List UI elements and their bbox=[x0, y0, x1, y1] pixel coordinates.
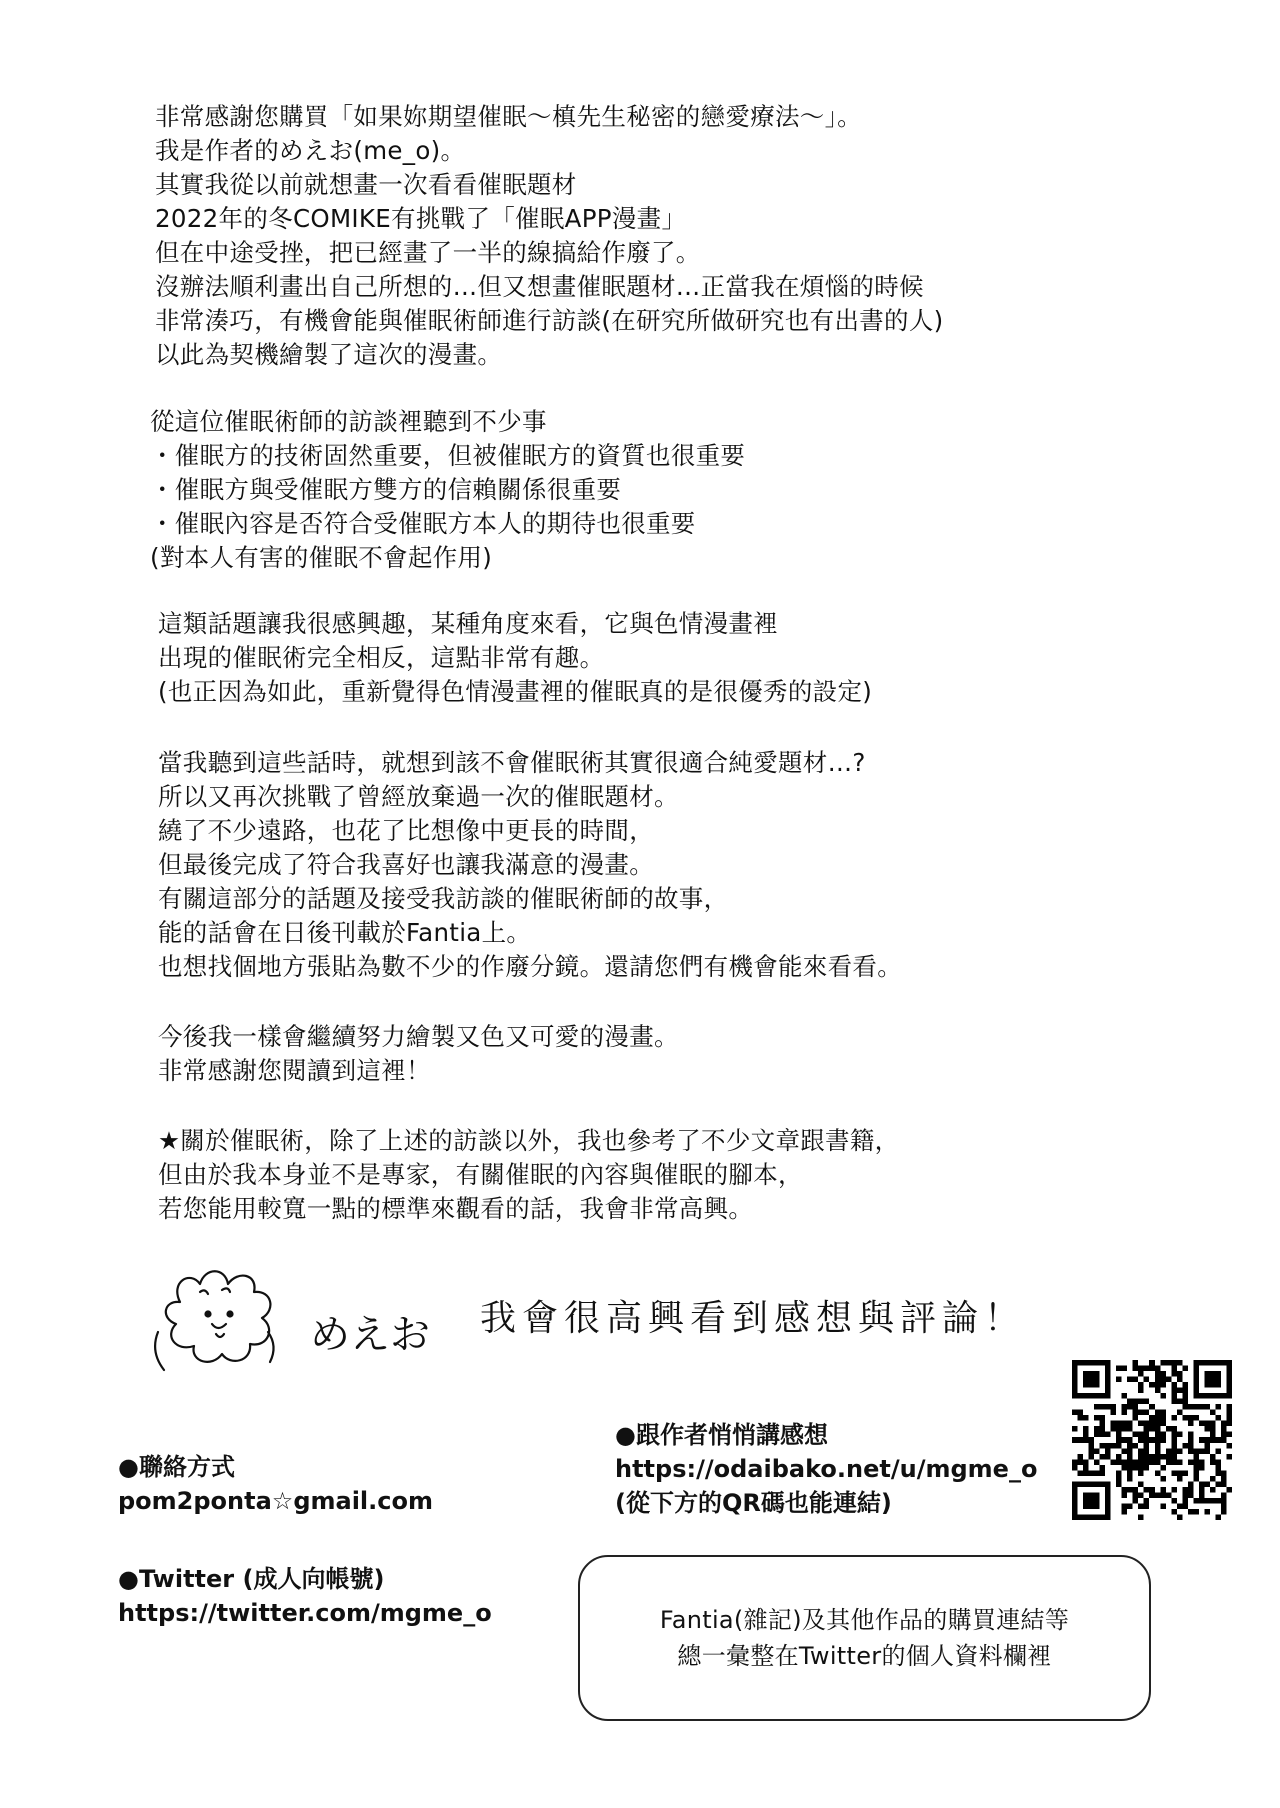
text-line: (對本人有害的催眠不會起作用) bbox=[150, 543, 493, 572]
text-line: 非常感謝您購買「如果妳期望催眠～槙先生秘密的戀愛療法～」。 bbox=[155, 102, 862, 131]
text-line: 所以又再次挑戰了曾經放棄過一次的催眠題材。 bbox=[158, 782, 679, 811]
text-line: 非常感謝您閱讀到這裡！ bbox=[158, 1056, 431, 1085]
text-line: 2022年的冬COMIKE有挑戰了「催眠APP漫畫」 bbox=[155, 204, 687, 233]
feedback-qr-note: (從下方的QR碼也能連結) bbox=[615, 1489, 892, 1517]
text-line: (也正因為如此，重新覺得色情漫畫裡的催眠真的是很優秀的設定) bbox=[158, 677, 873, 706]
paragraph-interview-points bbox=[150, 405, 745, 575]
paragraph-thanks bbox=[158, 1020, 679, 1088]
notice-line: Fantia(雜記)及其他作品的購買連結等 bbox=[659, 1606, 1070, 1634]
qr-code-image[interactable] bbox=[1072, 1360, 1232, 1520]
text-line: 非常湊巧，有機會能與催眠術師進行訪談(在研究所做研究也有出書的人) bbox=[155, 306, 944, 335]
text-line: 但在中途受挫，把已經畫了一半的線搞給作廢了。 bbox=[155, 238, 701, 267]
text-line: 有關這部分的話題及接受我訪談的催眠術師的故事， bbox=[158, 884, 729, 913]
feedback-section bbox=[615, 1418, 1037, 1520]
text-line: 我是作者的めえお(me_o)。 bbox=[155, 136, 466, 165]
purchase-links-notice-box bbox=[578, 1555, 1151, 1721]
twitter-link[interactable]: https://twitter.com/mgme_o bbox=[118, 1599, 492, 1627]
text-line: 從這位催眠術師的訪談裡聽到不少事 bbox=[150, 407, 547, 436]
list-item: ・催眠內容是否符合受催眠方本人的期待也很重要 bbox=[150, 509, 696, 538]
list-item: ・催眠方與受催眠方雙方的信賴關係很重要 bbox=[150, 475, 622, 504]
paragraph-disclaimer bbox=[158, 1124, 899, 1226]
paragraph-interest bbox=[158, 607, 872, 709]
text-line: 這類話題讓我很感興趣，某種角度來看，它與色情漫畫裡 bbox=[158, 609, 778, 638]
text-line: 能的話會在日後刊載於Fantia上。 bbox=[158, 918, 532, 947]
text-line: 出現的催眠術完全相反，這點非常有趣。 bbox=[158, 643, 605, 672]
text-line: ★關於催眠術，除了上述的訪談以外，我也參考了不少文章跟書籍， bbox=[158, 1126, 900, 1155]
notice-line: 總一彙整在Twitter的個人資料欄裡 bbox=[677, 1642, 1052, 1670]
text-line: 今後我一樣會繼續努力繪製又色又可愛的漫畫。 bbox=[158, 1022, 679, 1051]
text-line: 若您能用較寬一點的標準來觀看的話，我會非常高興。 bbox=[158, 1194, 754, 1223]
contact-email[interactable]: pom2ponta☆gmail.com bbox=[118, 1487, 433, 1515]
text-line: 但由於我本身並不是專家，有關催眠的內容與催眠的腳本， bbox=[158, 1160, 803, 1189]
list-item: ・催眠方的技術固然重要，但被催眠方的資質也很重要 bbox=[150, 441, 746, 470]
text-line: 沒辦法順利畫出自己所想的…但又想畫催眠題材…正當我在煩惱的時候 bbox=[155, 272, 924, 301]
contact-section bbox=[118, 1450, 433, 1518]
text-line: 但最後完成了符合我喜好也讓我滿意的漫畫。 bbox=[158, 850, 654, 879]
text-line: 當我聽到這些話時，就想到該不會催眠術其實很適合純愛題材…? bbox=[158, 748, 866, 777]
text-line: 以此為契機繪製了這次的漫畫。 bbox=[155, 340, 503, 369]
twitter-section bbox=[118, 1562, 492, 1630]
text-line: 繞了不少遠路，也花了比想像中更長的時間， bbox=[158, 816, 654, 845]
twitter-heading: ●Twitter (成人向帳號) bbox=[118, 1565, 385, 1593]
author-signature-drawing bbox=[150, 1262, 460, 1382]
feedback-link[interactable]: https://odaibako.net/u/mgme_o bbox=[615, 1455, 1038, 1483]
contact-heading: ●聯絡方式 bbox=[118, 1453, 235, 1481]
text-line: 也想找個地方張貼為數不少的作廢分鏡。還請您們有機會能來看看。 bbox=[158, 952, 902, 981]
feedback-request-heading: 我會很高興看到感想與評論！ bbox=[480, 1298, 1027, 1339]
text-line: 其實我從以前就想畫一次看看催眠題材 bbox=[155, 170, 577, 199]
paragraph-challenge bbox=[158, 746, 902, 984]
feedback-heading: ●跟作者悄悄講感想 bbox=[615, 1421, 828, 1449]
paragraph-intro bbox=[155, 100, 944, 372]
signature-text: めえお bbox=[310, 1312, 430, 1358]
